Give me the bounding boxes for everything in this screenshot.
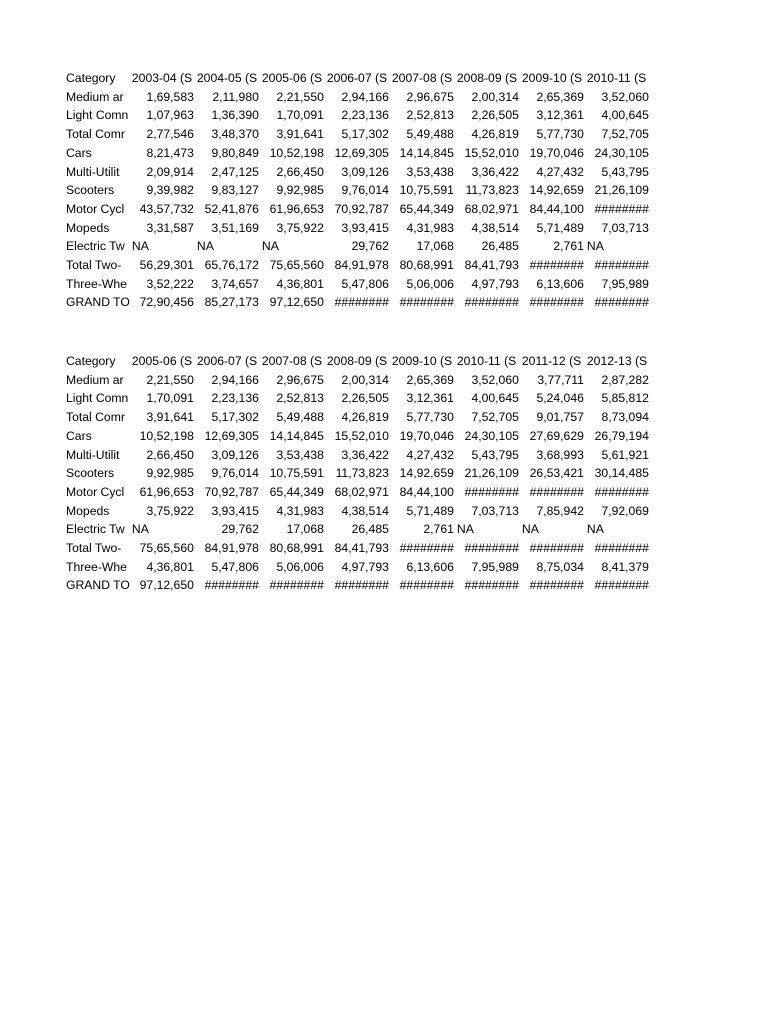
value-cell[interactable]: 2,96,675 bbox=[406, 89, 454, 104]
value-cell[interactable]: 2,23,136 bbox=[211, 391, 259, 406]
column-header-year[interactable]: 2008-09 (S bbox=[326, 354, 388, 368]
value-cell[interactable]: 85,27,173 bbox=[204, 295, 259, 310]
value-cell[interactable]: 1,07,963 bbox=[146, 108, 194, 123]
value-cell[interactable]: 4,31,983 bbox=[276, 503, 324, 518]
row-label-cell[interactable]: Total Comr bbox=[66, 127, 125, 142]
value-cell[interactable]: 27,69,629 bbox=[529, 428, 584, 443]
row-label-cell[interactable]: Multi-Utilit bbox=[66, 447, 120, 462]
value-cell[interactable]: 3,93,415 bbox=[211, 503, 259, 518]
value-cell[interactable]: 3,51,169 bbox=[211, 220, 259, 235]
column-header-year[interactable]: 2009-10 (S bbox=[391, 354, 453, 368]
value-cell[interactable]: 4,27,432 bbox=[406, 447, 454, 462]
value-cell[interactable]: 29,762 bbox=[221, 522, 259, 537]
table-row bbox=[65, 275, 650, 294]
value-cell[interactable]: NA bbox=[196, 239, 214, 254]
table-header-row bbox=[65, 69, 650, 88]
value-cell[interactable]: 4,26,819 bbox=[471, 127, 519, 142]
table-row bbox=[65, 144, 650, 163]
value-cell[interactable]: 12,69,305 bbox=[204, 428, 259, 443]
column-header-year[interactable]: 2003-04 (S bbox=[131, 71, 193, 85]
value-cell[interactable]: 10,75,591 bbox=[399, 183, 454, 198]
value-cell[interactable]: ######## bbox=[594, 295, 649, 310]
value-cell[interactable]: 7,95,989 bbox=[471, 559, 519, 574]
value-cell[interactable]: 7,52,705 bbox=[471, 410, 519, 425]
value-cell[interactable]: 7,03,713 bbox=[471, 503, 519, 518]
value-cell[interactable]: ######## bbox=[334, 295, 389, 310]
value-cell[interactable]: 15,52,010 bbox=[334, 428, 389, 443]
column-header-year[interactable]: 2010-11 (S bbox=[456, 354, 517, 368]
value-cell[interactable]: 2,94,166 bbox=[211, 372, 259, 387]
value-cell[interactable]: 2,09,914 bbox=[146, 164, 194, 179]
value-cell[interactable]: 65,76,172 bbox=[204, 258, 259, 273]
column-header-year[interactable]: 2004-05 (S bbox=[196, 71, 258, 85]
value-cell[interactable]: 19,70,046 bbox=[399, 428, 454, 443]
value-cell[interactable]: 84,91,978 bbox=[334, 258, 389, 273]
value-cell[interactable]: ######## bbox=[594, 258, 649, 273]
sales-table-2003-2011 bbox=[65, 69, 650, 312]
value-cell[interactable]: 2,96,675 bbox=[276, 372, 324, 387]
value-cell[interactable]: 6,13,606 bbox=[406, 559, 454, 574]
value-cell[interactable]: 2,00,314 bbox=[341, 372, 389, 387]
value-cell[interactable]: 3,09,126 bbox=[211, 447, 259, 462]
value-cell[interactable]: 68,02,971 bbox=[334, 484, 389, 499]
value-cell[interactable]: 2,761 bbox=[423, 522, 454, 537]
row-label-cell[interactable]: Electric Tw bbox=[66, 522, 125, 537]
value-cell[interactable]: 3,75,922 bbox=[146, 503, 194, 518]
table-row bbox=[65, 163, 650, 182]
value-cell[interactable]: 4,38,514 bbox=[341, 503, 389, 518]
value-cell[interactable]: NA bbox=[261, 239, 279, 254]
value-cell[interactable]: 68,02,971 bbox=[464, 201, 519, 216]
value-cell[interactable]: 5,17,302 bbox=[341, 127, 389, 142]
column-header-year[interactable]: 2007-08 (S bbox=[391, 71, 453, 85]
value-cell[interactable]: 3,93,415 bbox=[341, 220, 389, 235]
value-cell[interactable]: 4,36,801 bbox=[276, 276, 324, 291]
value-cell[interactable]: 3,53,438 bbox=[276, 447, 324, 462]
value-cell[interactable]: 7,85,942 bbox=[536, 503, 584, 518]
value-cell[interactable]: 75,65,560 bbox=[269, 258, 324, 273]
value-cell[interactable]: 5,61,921 bbox=[601, 447, 649, 462]
value-cell[interactable]: 5,43,795 bbox=[601, 164, 649, 179]
table-row bbox=[65, 371, 650, 390]
value-cell[interactable]: 4,36,801 bbox=[146, 559, 194, 574]
table-row bbox=[65, 389, 650, 408]
column-header-year[interactable]: 2012-13 (S bbox=[586, 354, 648, 368]
value-cell[interactable]: ######## bbox=[594, 484, 649, 499]
row-label-cell[interactable]: Three-Whe bbox=[66, 559, 127, 574]
row-label-cell[interactable]: Electric Tw bbox=[66, 239, 125, 254]
value-cell[interactable]: 3,12,361 bbox=[406, 391, 454, 406]
value-cell[interactable]: 3,74,657 bbox=[211, 276, 259, 291]
table-row bbox=[65, 483, 650, 502]
value-cell[interactable]: 2,77,546 bbox=[146, 127, 194, 142]
value-cell[interactable]: 24,30,105 bbox=[594, 145, 649, 160]
column-header-category[interactable]: Category bbox=[66, 354, 116, 368]
value-cell[interactable]: ######## bbox=[399, 578, 454, 593]
column-header-year[interactable]: 2005-06 (S bbox=[261, 71, 323, 85]
value-cell[interactable]: 2,66,450 bbox=[146, 447, 194, 462]
value-cell[interactable]: 24,30,105 bbox=[464, 428, 519, 443]
row-label-cell[interactable]: Motor Cycl bbox=[66, 484, 125, 499]
value-cell[interactable]: NA bbox=[521, 522, 539, 537]
table-row bbox=[65, 427, 650, 446]
table-row bbox=[65, 219, 650, 238]
value-cell[interactable]: 2,761 bbox=[553, 239, 584, 254]
column-header-year[interactable]: 2006-07 (S bbox=[196, 354, 258, 368]
value-cell[interactable]: 1,70,091 bbox=[276, 108, 324, 123]
value-cell[interactable]: NA bbox=[131, 522, 149, 537]
value-cell[interactable]: 75,65,560 bbox=[139, 541, 194, 556]
row-label-cell[interactable]: Mopeds bbox=[66, 220, 110, 235]
value-cell[interactable]: 4,00,645 bbox=[601, 108, 649, 123]
row-label-cell[interactable]: GRAND TO bbox=[66, 295, 130, 310]
value-cell[interactable]: NA bbox=[586, 239, 604, 254]
value-cell[interactable]: 7,52,705 bbox=[601, 127, 649, 142]
table-row bbox=[65, 125, 650, 144]
value-cell[interactable]: 61,96,653 bbox=[139, 484, 194, 499]
value-cell[interactable]: 5,43,795 bbox=[471, 447, 519, 462]
value-cell[interactable]: 11,73,823 bbox=[465, 183, 519, 198]
value-cell[interactable]: 2,23,136 bbox=[341, 108, 389, 123]
value-cell[interactable]: 5,77,730 bbox=[536, 127, 584, 142]
value-cell[interactable]: 3,52,060 bbox=[471, 372, 519, 387]
value-cell[interactable]: 72,90,456 bbox=[139, 295, 194, 310]
value-cell[interactable]: 7,95,989 bbox=[601, 276, 649, 291]
value-cell[interactable]: 70,92,787 bbox=[334, 201, 389, 216]
value-cell[interactable]: 4,31,983 bbox=[406, 220, 454, 235]
value-cell[interactable]: 70,92,787 bbox=[204, 484, 259, 499]
value-cell[interactable]: ######## bbox=[334, 578, 389, 593]
value-cell[interactable]: 14,92,659 bbox=[399, 466, 454, 481]
value-cell[interactable]: 1,69,583 bbox=[146, 89, 194, 104]
row-label-cell[interactable]: Mopeds bbox=[66, 503, 110, 518]
value-cell[interactable]: 61,96,653 bbox=[269, 201, 324, 216]
table-row bbox=[65, 446, 650, 465]
value-cell[interactable]: 80,68,991 bbox=[399, 258, 454, 273]
value-cell[interactable]: 84,41,793 bbox=[334, 541, 389, 556]
value-cell[interactable]: 2,65,369 bbox=[406, 372, 454, 387]
column-header-year[interactable]: 2008-09 (S bbox=[456, 71, 518, 85]
value-cell[interactable]: 2,26,505 bbox=[471, 108, 519, 123]
value-cell[interactable]: 43,57,732 bbox=[139, 201, 194, 216]
value-cell[interactable]: 3,52,222 bbox=[146, 276, 194, 291]
column-header-category[interactable]: Category bbox=[66, 71, 116, 85]
value-cell[interactable]: 9,01,757 bbox=[536, 410, 584, 425]
value-cell[interactable]: 2,94,166 bbox=[341, 89, 389, 104]
value-cell[interactable]: 52,41,876 bbox=[204, 201, 259, 216]
table-row bbox=[65, 576, 650, 595]
value-cell[interactable]: 21,26,109 bbox=[594, 183, 649, 198]
value-cell[interactable]: 65,44,349 bbox=[399, 201, 454, 216]
value-cell[interactable]: ######## bbox=[594, 541, 649, 556]
value-cell[interactable]: 3,91,641 bbox=[146, 410, 194, 425]
table-row bbox=[65, 237, 650, 256]
value-cell[interactable]: 5,49,488 bbox=[406, 127, 454, 142]
value-cell[interactable]: 4,26,819 bbox=[341, 410, 389, 425]
value-cell[interactable]: 9,83,127 bbox=[211, 183, 259, 198]
value-cell[interactable]: ######## bbox=[529, 484, 584, 499]
value-cell[interactable]: 2,52,813 bbox=[406, 108, 454, 123]
value-cell[interactable]: 84,44,100 bbox=[529, 201, 584, 216]
table-body bbox=[65, 352, 650, 595]
value-cell[interactable]: 3,53,438 bbox=[406, 164, 454, 179]
value-cell[interactable]: 84,91,978 bbox=[204, 541, 259, 556]
value-cell[interactable]: 2,66,450 bbox=[276, 164, 324, 179]
value-cell[interactable]: 3,75,922 bbox=[276, 220, 324, 235]
value-cell[interactable]: 3,77,711 bbox=[537, 372, 584, 387]
value-cell[interactable]: 2,00,314 bbox=[471, 89, 519, 104]
row-label-cell[interactable]: Light Comn bbox=[66, 108, 129, 123]
value-cell[interactable]: 5,47,806 bbox=[211, 559, 259, 574]
value-cell[interactable]: 26,79,194 bbox=[594, 428, 649, 443]
value-cell[interactable]: 29,762 bbox=[351, 239, 389, 254]
value-cell[interactable]: ######## bbox=[464, 484, 519, 499]
table-row bbox=[65, 256, 650, 275]
column-header-year[interactable]: 2007-08 (S bbox=[261, 354, 323, 368]
value-cell[interactable]: ######## bbox=[529, 258, 584, 273]
value-cell[interactable]: 7,92,069 bbox=[601, 503, 649, 518]
row-label-cell[interactable]: GRAND TO bbox=[66, 578, 130, 593]
value-cell[interactable]: 2,26,505 bbox=[341, 391, 389, 406]
value-cell[interactable]: 3,36,422 bbox=[341, 447, 389, 462]
table-row bbox=[65, 464, 650, 483]
value-cell[interactable]: 84,41,793 bbox=[464, 258, 519, 273]
value-cell[interactable]: 10,75,591 bbox=[269, 466, 324, 481]
column-header-year[interactable]: 2011-12 (S bbox=[521, 354, 582, 368]
column-header-year[interactable]: 2009-10 (S bbox=[521, 71, 583, 85]
value-cell[interactable]: 3,36,422 bbox=[471, 164, 519, 179]
value-cell[interactable]: 17,068 bbox=[286, 522, 324, 537]
value-cell[interactable]: 2,11,980 bbox=[212, 89, 259, 104]
value-cell[interactable]: ######## bbox=[529, 578, 584, 593]
value-cell[interactable]: 4,97,793 bbox=[341, 559, 389, 574]
value-cell[interactable]: 3,52,060 bbox=[601, 89, 649, 104]
value-cell[interactable]: 1,70,091 bbox=[146, 391, 194, 406]
value-cell[interactable]: ######## bbox=[399, 541, 454, 556]
value-cell[interactable]: 30,14,485 bbox=[594, 466, 649, 481]
value-cell[interactable]: NA bbox=[586, 522, 604, 537]
value-cell[interactable]: 5,71,489 bbox=[406, 503, 454, 518]
value-cell[interactable]: ######## bbox=[399, 295, 454, 310]
row-label-cell[interactable]: Medium ar bbox=[66, 89, 124, 104]
table-row bbox=[65, 502, 650, 521]
value-cell[interactable]: 5,17,302 bbox=[211, 410, 259, 425]
table-row bbox=[65, 88, 650, 107]
value-cell[interactable]: 4,38,514 bbox=[471, 220, 519, 235]
row-label-cell[interactable]: Medium ar bbox=[66, 372, 124, 387]
value-cell[interactable]: 5,49,488 bbox=[276, 410, 324, 425]
table-body bbox=[65, 69, 650, 312]
value-cell[interactable]: ######## bbox=[464, 578, 519, 593]
value-cell[interactable]: 1,36,390 bbox=[211, 108, 259, 123]
value-cell[interactable]: 2,87,282 bbox=[601, 372, 649, 387]
value-cell[interactable]: 14,92,659 bbox=[529, 183, 584, 198]
row-label-cell[interactable]: Motor Cycl bbox=[66, 201, 125, 216]
value-cell[interactable]: 11,73,823 bbox=[335, 466, 389, 481]
value-cell[interactable]: 7,03,713 bbox=[601, 220, 649, 235]
value-cell[interactable]: 10,52,198 bbox=[139, 428, 194, 443]
value-cell[interactable]: 4,00,645 bbox=[471, 391, 519, 406]
value-cell[interactable]: 2,52,813 bbox=[276, 391, 324, 406]
value-cell[interactable]: 2,21,550 bbox=[146, 372, 194, 387]
value-cell[interactable]: 26,485 bbox=[481, 239, 519, 254]
value-cell[interactable]: 97,12,650 bbox=[269, 295, 324, 310]
value-cell[interactable]: 17,068 bbox=[416, 239, 454, 254]
row-label-cell[interactable]: Total Two- bbox=[66, 541, 122, 556]
value-cell[interactable]: 21,26,109 bbox=[464, 466, 519, 481]
value-cell[interactable]: 80,68,991 bbox=[269, 541, 324, 556]
value-cell[interactable]: 26,53,421 bbox=[529, 466, 584, 481]
value-cell[interactable]: 56,29,301 bbox=[139, 258, 194, 273]
column-header-year[interactable]: 2006-07 (S bbox=[326, 71, 388, 85]
value-cell[interactable]: 5,71,489 bbox=[536, 220, 584, 235]
value-cell[interactable]: ######## bbox=[464, 541, 519, 556]
table-row bbox=[65, 408, 650, 427]
column-header-year[interactable]: 2010-11 (S bbox=[586, 71, 647, 85]
value-cell[interactable]: 5,24,046 bbox=[536, 391, 584, 406]
row-label-cell[interactable]: Cars bbox=[66, 428, 92, 443]
value-cell[interactable]: ######## bbox=[464, 295, 519, 310]
row-label-cell[interactable]: Three-Whe bbox=[66, 276, 127, 291]
value-cell[interactable]: 2,21,550 bbox=[276, 89, 324, 104]
row-label-cell[interactable]: Total Two- bbox=[66, 258, 122, 273]
value-cell[interactable]: 19,70,046 bbox=[529, 145, 584, 160]
value-cell[interactable]: ######## bbox=[204, 578, 259, 593]
value-cell[interactable]: 14,14,845 bbox=[399, 145, 454, 160]
value-cell[interactable]: 5,85,812 bbox=[601, 391, 649, 406]
value-cell[interactable]: 9,39,982 bbox=[146, 183, 194, 198]
table-row bbox=[65, 181, 650, 200]
value-cell[interactable]: 84,44,100 bbox=[399, 484, 454, 499]
value-cell[interactable]: 15,52,010 bbox=[464, 145, 519, 160]
column-header-year[interactable]: 2005-06 (S bbox=[131, 354, 193, 368]
value-cell[interactable]: 12,69,305 bbox=[334, 145, 389, 160]
value-cell[interactable]: ######## bbox=[269, 578, 324, 593]
value-cell[interactable]: 2,65,369 bbox=[536, 89, 584, 104]
value-cell[interactable]: 9,92,985 bbox=[276, 183, 324, 198]
value-cell[interactable]: 10,52,198 bbox=[269, 145, 324, 160]
value-cell[interactable]: 3,12,361 bbox=[536, 108, 584, 123]
value-cell[interactable]: 5,47,806 bbox=[341, 276, 389, 291]
table-row bbox=[65, 106, 650, 125]
row-label-cell[interactable]: Scooters bbox=[66, 183, 115, 198]
value-cell[interactable]: ######## bbox=[529, 541, 584, 556]
table-row bbox=[65, 293, 650, 312]
value-cell[interactable]: 8,41,379 bbox=[601, 559, 649, 574]
table-row bbox=[65, 539, 650, 558]
table-row bbox=[65, 200, 650, 219]
row-label-cell[interactable]: Multi-Utilit bbox=[66, 164, 120, 179]
value-cell[interactable]: 5,77,730 bbox=[406, 410, 454, 425]
value-cell[interactable]: 3,48,370 bbox=[211, 127, 259, 142]
value-cell[interactable]: 8,75,034 bbox=[536, 559, 584, 574]
table-row bbox=[65, 558, 650, 577]
row-label-cell[interactable]: Scooters bbox=[66, 466, 115, 481]
value-cell[interactable]: 9,76,014 bbox=[341, 183, 389, 198]
row-label-cell[interactable]: Total Comr bbox=[66, 410, 125, 425]
value-cell[interactable]: NA bbox=[131, 239, 149, 254]
value-cell[interactable]: NA bbox=[456, 522, 474, 537]
value-cell[interactable]: 97,12,650 bbox=[139, 578, 194, 593]
value-cell[interactable]: 5,06,006 bbox=[276, 559, 324, 574]
table-row bbox=[65, 520, 650, 539]
value-cell[interactable]: 2,47,125 bbox=[211, 164, 259, 179]
value-cell[interactable]: 9,76,014 bbox=[211, 466, 259, 481]
value-cell[interactable]: 3,31,587 bbox=[146, 220, 194, 235]
value-cell[interactable]: 8,73,094 bbox=[601, 410, 649, 425]
value-cell[interactable]: 3,68,993 bbox=[536, 447, 584, 462]
value-cell[interactable]: 26,485 bbox=[351, 522, 389, 537]
value-cell[interactable]: 14,14,845 bbox=[269, 428, 324, 443]
value-cell[interactable]: ######## bbox=[594, 201, 649, 216]
value-cell[interactable]: 9,92,985 bbox=[146, 466, 194, 481]
table-header-row bbox=[65, 352, 650, 371]
row-label-cell[interactable]: Cars bbox=[66, 145, 92, 160]
row-label-cell[interactable]: Light Comn bbox=[66, 391, 129, 406]
value-cell[interactable]: 65,44,349 bbox=[269, 484, 324, 499]
value-cell[interactable]: 6,13,606 bbox=[536, 276, 584, 291]
value-cell[interactable]: 3,09,126 bbox=[341, 164, 389, 179]
value-cell[interactable]: 3,91,641 bbox=[276, 127, 324, 142]
value-cell[interactable]: 9,80,849 bbox=[211, 145, 259, 160]
sales-table-2005-2013 bbox=[65, 352, 650, 595]
value-cell[interactable]: ######## bbox=[594, 578, 649, 593]
value-cell[interactable]: 4,97,793 bbox=[471, 276, 519, 291]
value-cell[interactable]: 4,27,432 bbox=[536, 164, 584, 179]
value-cell[interactable]: 8,21,473 bbox=[146, 145, 194, 160]
value-cell[interactable]: 5,06,006 bbox=[406, 276, 454, 291]
value-cell[interactable]: ######## bbox=[529, 295, 584, 310]
